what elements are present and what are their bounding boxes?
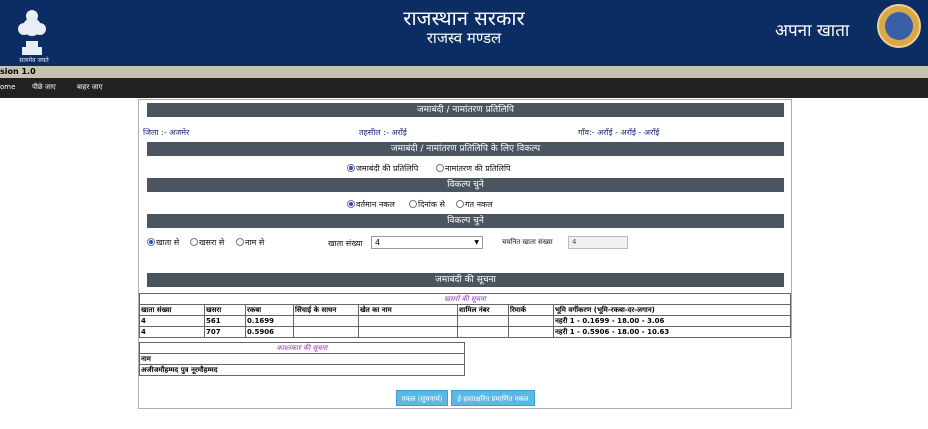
radio-by-khata[interactable]: खाता से <box>147 237 179 248</box>
radio-icon <box>190 238 198 246</box>
copy-info-button[interactable]: नकल (सूचनार्थ) <box>396 390 448 406</box>
table-cell <box>359 316 458 327</box>
radio-namantaran-copy[interactable]: नामांतरण की प्रतिलिपि <box>436 163 511 174</box>
radio-by-date[interactable]: दिनांक से <box>409 199 445 210</box>
table-cell: 707 <box>205 327 246 338</box>
radio-icon <box>236 238 244 246</box>
village-label: गाँव:- अराँई - अराँई - अराँई <box>578 128 660 137</box>
owner-table <box>139 342 465 376</box>
board-seal-icon <box>877 4 921 48</box>
table-row <box>140 316 791 327</box>
section-header-choose-1: विकल्प चुने <box>147 178 784 192</box>
radio-icon <box>456 200 464 208</box>
nav-home[interactable]: ome <box>0 83 16 91</box>
radio-selected-icon <box>347 164 355 172</box>
table-cell: नहरी 1 - 0.1699 - 18.00 - 3.06 <box>554 316 791 327</box>
header <box>0 0 928 66</box>
table-cell: 0.1699 <box>246 316 294 327</box>
radio-selected-icon <box>147 238 155 246</box>
table-cell: 561 <box>205 316 246 327</box>
owner-name-header: नाम <box>140 354 465 365</box>
table-header: रिमार्क <box>509 305 554 316</box>
radio-past-copy[interactable]: गत नकल <box>456 199 493 210</box>
table-header: भूमि वर्गीकरण (भूमि-रकबा-दर-लगान) <box>554 305 791 316</box>
table-row <box>140 327 791 338</box>
radio-icon <box>436 164 444 172</box>
nav-exit[interactable]: बाहर जाए <box>77 83 103 91</box>
section-header-copy: जमाबंदी / नामांतरण प्रतिलिपि <box>147 103 784 117</box>
table-cell <box>509 316 554 327</box>
table-header: खाता संख्या <box>140 305 205 316</box>
selected-khata-label: चयनित खाता संख्या <box>502 238 553 246</box>
radio-selected-icon <box>347 200 355 208</box>
page-title: राजस्थान सरकार <box>403 6 525 30</box>
table-cell: 4 <box>140 327 205 338</box>
table-cell <box>458 316 509 327</box>
table-row <box>140 365 465 376</box>
table-header: रकबा <box>246 305 294 316</box>
section-header-jamabandi-info: जमाबंदी की सूचना <box>147 273 784 287</box>
table-header: खसरा <box>205 305 246 316</box>
radio-jamabandi-copy[interactable]: जमाबंदी की प्रतिलिपि <box>347 163 418 174</box>
section-header-choose-2: विकल्प चुने <box>147 214 784 228</box>
table-cell: 4 <box>140 316 205 327</box>
emblem-caption: सत्यमेव जयते <box>19 57 49 64</box>
khata-number-label: खाता संख्या <box>328 239 363 248</box>
table-cell <box>294 327 359 338</box>
district-label: जिला :- अजमेर <box>143 128 190 137</box>
table-cell <box>359 327 458 338</box>
owner-name: अजीजमौहम्मद पुत्र नूरमौहम्मद <box>140 365 465 376</box>
owner-table-caption: काश्तकार की सूचना <box>140 343 465 354</box>
section-header-options: जमाबंदी / नामांतरण प्रतिलिपि के लिए विकल्प <box>147 142 784 156</box>
table-header: खेत का नाम <box>359 305 458 316</box>
version-label: sion 1.0 <box>0 66 928 78</box>
khata-number-select[interactable]: 4 ▼ <box>371 236 483 249</box>
table-header: सिंचाई के साधन <box>294 305 359 316</box>
radio-current-copy[interactable]: वर्तमान नकल <box>347 199 395 210</box>
table-cell <box>509 327 554 338</box>
chevron-down-icon: ▼ <box>474 239 479 246</box>
khasra-table-caption: खसरों की सूचना <box>140 294 791 305</box>
esigned-copy-button[interactable]: ई-हस्ताक्षरित प्रमाणित नकल <box>451 390 535 406</box>
app-name: अपना खाता <box>775 21 850 41</box>
tehsil-label: तहसील :- अराँई <box>359 128 407 137</box>
table-cell <box>294 316 359 327</box>
page-subtitle: राजस्व मण्डल <box>426 29 502 47</box>
selected-khata-field[interactable]: 4 <box>568 236 628 249</box>
khasra-table <box>139 293 791 338</box>
table-cell: 0.5906 <box>246 327 294 338</box>
radio-by-name[interactable]: नाम से <box>236 237 264 248</box>
table-cell <box>458 327 509 338</box>
nav-back[interactable]: पीछे जाए <box>32 83 56 91</box>
radio-by-khasra[interactable]: खसरा से <box>190 237 224 248</box>
radio-icon <box>409 200 417 208</box>
table-cell: नहरी 1 - 0.5906 - 18.00 - 10.63 <box>554 327 791 338</box>
nav-bar <box>0 78 928 98</box>
table-header: शामिल नंबर <box>458 305 509 316</box>
